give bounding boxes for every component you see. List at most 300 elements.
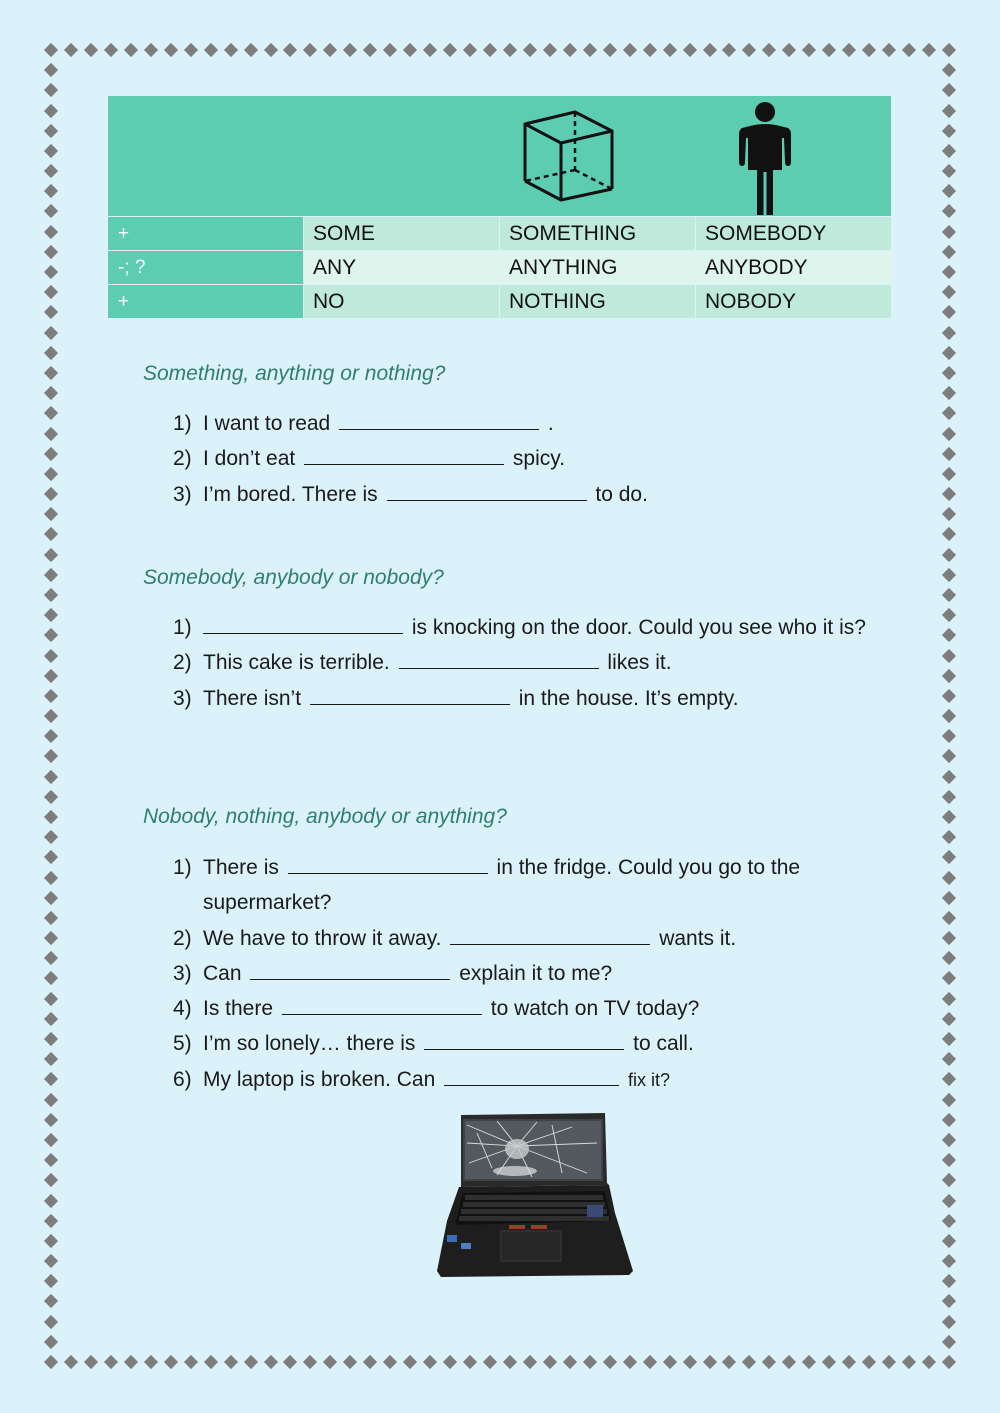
diamond-ornament (942, 850, 956, 864)
diamond-ornament (563, 1355, 577, 1369)
diamond-ornament (44, 689, 58, 703)
diamond-ornament (942, 689, 956, 703)
diamond-ornament (44, 527, 58, 541)
diamond-ornament (663, 43, 677, 57)
diamond-ornament (922, 1355, 936, 1369)
item-text-before: I don’t eat (203, 447, 296, 471)
diamond-ornament (902, 1355, 916, 1369)
diamond-ornament (702, 1355, 716, 1369)
diamond-ornament (942, 992, 956, 1006)
exercise-item (173, 610, 913, 645)
diamond-ornament (363, 43, 377, 57)
item-number: 4) (173, 997, 192, 1021)
diamond-ornament (44, 790, 58, 804)
diamond-ornament (243, 1355, 257, 1369)
exercise-item (173, 921, 873, 956)
diamond-ornament (44, 911, 58, 925)
diamond-ornament (942, 1173, 956, 1187)
diamond-ornament (782, 43, 796, 57)
diamond-ornament (942, 487, 956, 501)
diamond-ornament (283, 1355, 297, 1369)
item-text-after: to watch on TV today? (490, 997, 700, 1021)
diamond-ornament (44, 810, 58, 824)
diamond-ornament (363, 1355, 377, 1369)
diamond-ornament (224, 1355, 238, 1369)
diamond-ornament (523, 43, 537, 57)
diamond-ornament (403, 43, 417, 57)
word-cell: NOTHING (500, 285, 695, 318)
diamond-ornament (44, 366, 58, 380)
diamond-ornament (44, 568, 58, 582)
item-number: 1) (173, 412, 192, 435)
diamond-ornament (942, 729, 956, 743)
diamond-ornament (44, 588, 58, 602)
item-text-after: fix it? (627, 1069, 670, 1090)
diamond-ornament (383, 1355, 397, 1369)
diamond-ornament (44, 1355, 58, 1369)
diamond-ornament (323, 43, 337, 57)
diamond-ornament (44, 729, 58, 743)
diamond-ornament (44, 850, 58, 864)
item-number: 1) (173, 616, 192, 639)
diamond-ornament (583, 43, 597, 57)
diamond-ornament (44, 426, 58, 440)
diamond-ornament (942, 548, 956, 562)
diamond-ornament (323, 1355, 337, 1369)
sign-cell: -; ? (108, 251, 303, 284)
item-text-after: is knocking on the door. Could you see who it is? (411, 616, 866, 639)
item-text-before: I want to read (203, 412, 331, 435)
diamond-ornament (44, 1012, 58, 1026)
sign-cell: + (108, 217, 303, 250)
diamond-ornament (942, 1355, 956, 1369)
diamond-ornament (44, 305, 58, 319)
diamond-ornament (44, 63, 58, 77)
diamond-ornament (403, 1355, 417, 1369)
item-text-before: Can (203, 961, 242, 985)
diamond-ornament (942, 608, 956, 622)
diamond-ornament (942, 1294, 956, 1308)
diamond-ornament (942, 285, 956, 299)
diamond-ornament (44, 1173, 58, 1187)
diamond-ornament (44, 1335, 58, 1349)
diamond-ornament (343, 1355, 357, 1369)
diamond-ornament (463, 43, 477, 57)
diamond-ornament (383, 43, 397, 57)
diamond-ornament (423, 1355, 437, 1369)
diamond-ornament (164, 43, 178, 57)
diamond-ornament (942, 931, 956, 945)
item-number: 3) (173, 686, 192, 710)
exercise-item (173, 441, 913, 476)
diamond-ornament (822, 1355, 836, 1369)
diamond-ornament (942, 164, 956, 178)
diamond-ornament (44, 830, 58, 844)
diamond-ornament (44, 1234, 58, 1248)
diamond-ornament (44, 124, 58, 138)
section-title-2: Somebody, anybody or nobody? (143, 566, 444, 589)
diamond-ornament (942, 1012, 956, 1026)
diamond-ornament (942, 83, 956, 97)
answer-blank[interactable] (304, 446, 504, 465)
diamond-ornament (44, 770, 58, 784)
diamond-ornament (283, 43, 297, 57)
sign-cell: + (108, 285, 303, 318)
diamond-ornament (922, 43, 936, 57)
diamond-ornament (882, 43, 896, 57)
diamond-ornament (942, 406, 956, 420)
answer-blank[interactable] (282, 996, 482, 1015)
item-number: 5) (173, 1032, 192, 1056)
diamond-ornament (543, 1355, 557, 1369)
diamond-ornament (44, 709, 58, 723)
item-text-before: We have to throw it away. (203, 926, 442, 950)
section-title-3: Nobody, nothing, anybody or anything? (143, 805, 507, 828)
diamond-ornament (343, 43, 357, 57)
diamond-ornament (44, 225, 58, 239)
answer-blank[interactable] (424, 1031, 624, 1050)
diamond-ornament (44, 346, 58, 360)
diamond-ornament (44, 1093, 58, 1107)
exercise-list-2 (173, 610, 913, 716)
diamond-ornament (44, 487, 58, 501)
diamond-ornament (942, 103, 956, 117)
diamond-ornament (942, 1133, 956, 1147)
diamond-ornament (942, 870, 956, 884)
diamond-ornament (204, 43, 218, 57)
diamond-ornament (942, 911, 956, 925)
diamond-ornament (543, 43, 557, 57)
diamond-ornament (942, 1153, 956, 1167)
diamond-ornament (483, 1355, 497, 1369)
diamond-ornament (942, 568, 956, 582)
item-number: 1) (173, 856, 192, 879)
answer-blank[interactable] (444, 1067, 619, 1086)
diamond-ornament (503, 1355, 517, 1369)
diamond-ornament (184, 43, 198, 57)
answer-blank[interactable] (450, 926, 650, 945)
exercise-item (173, 406, 913, 441)
item-number: 2) (173, 447, 192, 471)
exercise-item (173, 1026, 873, 1061)
diamond-ornament (782, 1355, 796, 1369)
diamond-ornament (802, 1355, 816, 1369)
diamond-ornament (64, 43, 78, 57)
answer-blank[interactable] (399, 650, 599, 669)
diamond-ornament (243, 43, 257, 57)
diamond-ornament (942, 527, 956, 541)
section-title-1: Something, anything or nothing? (143, 362, 446, 385)
diamond-ornament (303, 43, 317, 57)
exercise-list-3 (173, 850, 873, 1098)
diamond-ornament (44, 931, 58, 945)
word-cell: ANYBODY (696, 251, 891, 284)
diamond-ornament (44, 891, 58, 905)
diamond-ornament (942, 1072, 956, 1086)
exercise-item (173, 850, 873, 921)
diamond-ornament (463, 1355, 477, 1369)
exercise-item (173, 991, 873, 1026)
diamond-ornament (942, 891, 956, 905)
diamond-ornament (942, 1234, 956, 1248)
diamond-ornament (762, 43, 776, 57)
diamond-ornament (144, 43, 158, 57)
diamond-ornament (942, 184, 956, 198)
diamond-ornament (802, 43, 816, 57)
diamond-ornament (523, 1355, 537, 1369)
diamond-ornament (942, 225, 956, 239)
diamond-ornament (942, 1214, 956, 1228)
diamond-ornament (583, 1355, 597, 1369)
diamond-ornament (44, 204, 58, 218)
diamond-ornament (44, 164, 58, 178)
diamond-ornament (44, 1032, 58, 1046)
diamond-ornament (84, 43, 98, 57)
item-text-before: My laptop is broken. Can (203, 1067, 436, 1091)
diamond-ornament (124, 1355, 138, 1369)
diamond-ornament (682, 43, 696, 57)
word-cell: ANY (304, 251, 499, 284)
diamond-ornament (563, 43, 577, 57)
diamond-ornament (942, 144, 956, 158)
word-cell: ANYTHING (500, 251, 695, 284)
diamond-ornament (44, 628, 58, 642)
item-text-after: in the fridge. Could you go to the supermarket? (203, 856, 801, 915)
diamond-ornament (942, 770, 956, 784)
diamond-ornament (263, 43, 277, 57)
diamond-ornament (942, 245, 956, 259)
diamond-ornament (603, 1355, 617, 1369)
diamond-ornament (742, 1355, 756, 1369)
diamond-ornament (44, 1294, 58, 1308)
cube-icon (520, 108, 616, 204)
diamond-ornament (44, 951, 58, 965)
item-text-before: There isn’t (203, 686, 302, 710)
word-cell: NOBODY (696, 285, 891, 318)
item-text-before: I’m so lonely… there is (203, 1032, 416, 1056)
diamond-ornament (623, 43, 637, 57)
item-text-after: in the house. It’s empty. (518, 686, 739, 710)
table-row-no (108, 285, 891, 318)
diamond-ornament (44, 83, 58, 97)
diamond-ornament (942, 1193, 956, 1207)
diamond-ornament (44, 648, 58, 662)
diamond-ornament (643, 43, 657, 57)
diamond-ornament (44, 1133, 58, 1147)
answer-blank[interactable] (288, 855, 488, 874)
diamond-ornament (682, 1355, 696, 1369)
diamond-ornament (104, 1355, 118, 1369)
diamond-ornament (942, 628, 956, 642)
word-cell: NO (304, 285, 499, 318)
diamond-ornament (842, 43, 856, 57)
table-row-some (108, 217, 891, 250)
diamond-ornament (44, 971, 58, 985)
diamond-ornament (942, 346, 956, 360)
diamond-ornament (44, 184, 58, 198)
word-cell: SOMEBODY (696, 217, 891, 250)
item-text-before: I’m bored. There is (203, 482, 378, 506)
diamond-ornament (44, 749, 58, 763)
diamond-ornament (44, 669, 58, 683)
diamond-ornament (742, 43, 756, 57)
diamond-ornament (902, 43, 916, 57)
word-cell: SOMETHING (500, 217, 695, 250)
answer-blank[interactable] (310, 686, 510, 705)
item-text-after: to do. (595, 482, 648, 506)
item-number: 2) (173, 926, 192, 950)
diamond-ornament (44, 1072, 58, 1086)
diamond-ornament (942, 1052, 956, 1066)
diamond-ornament (124, 43, 138, 57)
diamond-ornament (503, 43, 517, 57)
diamond-ornament (942, 467, 956, 481)
item-text-before: Is there (203, 997, 274, 1021)
diamond-ornament (722, 43, 736, 57)
diamond-ornament (722, 1355, 736, 1369)
diamond-ornament (942, 1254, 956, 1268)
diamond-ornament (942, 426, 956, 440)
diamond-ornament (443, 1355, 457, 1369)
broken-laptop-image (437, 1113, 633, 1278)
item-text-after: explain it to me? (459, 961, 613, 985)
diamond-ornament (44, 245, 58, 259)
diamond-ornament (663, 1355, 677, 1369)
diamond-ornament (942, 63, 956, 77)
diamond-ornament (44, 285, 58, 299)
exercise-item (173, 477, 913, 512)
diamond-ornament (44, 992, 58, 1006)
diamond-ornament (942, 1032, 956, 1046)
diamond-ornament (303, 1355, 317, 1369)
exercise-list-1 (173, 406, 913, 512)
item-text-before: This cake is terrible. (203, 651, 390, 675)
diamond-ornament (44, 1315, 58, 1329)
diamond-ornament (44, 43, 58, 57)
diamond-ornament (942, 305, 956, 319)
exercise-item (173, 645, 913, 680)
item-number: 6) (173, 1067, 192, 1091)
diamond-ornament (44, 1254, 58, 1268)
diamond-ornament (942, 669, 956, 683)
diamond-ornament (44, 406, 58, 420)
answer-blank[interactable] (339, 411, 539, 430)
diamond-ornament (702, 43, 716, 57)
diamond-ornament (44, 1113, 58, 1127)
diamond-ornament (942, 588, 956, 602)
diamond-ornament (942, 265, 956, 279)
diamond-ornament (942, 810, 956, 824)
item-text-before: There is (203, 856, 279, 879)
diamond-ornament (44, 447, 58, 461)
item-number: 3) (173, 961, 192, 985)
diamond-ornament (184, 1355, 198, 1369)
diamond-ornament (942, 43, 956, 57)
diamond-ornament (64, 1355, 78, 1369)
diamond-ornament (942, 386, 956, 400)
item-text-after: likes it. (607, 651, 672, 675)
diamond-ornament (44, 1052, 58, 1066)
diamond-ornament (942, 326, 956, 340)
diamond-ornament (942, 971, 956, 985)
diamond-ornament (942, 447, 956, 461)
word-cell: SOME (304, 217, 499, 250)
diamond-ornament (164, 1355, 178, 1369)
answer-blank[interactable] (387, 482, 587, 501)
diamond-ornament (483, 43, 497, 57)
grammar-table (108, 96, 891, 318)
item-number: 2) (173, 651, 192, 675)
diamond-ornament (224, 43, 238, 57)
diamond-ornament (204, 1355, 218, 1369)
diamond-ornament (144, 1355, 158, 1369)
answer-blank[interactable] (203, 615, 403, 634)
person-icon (736, 100, 794, 216)
item-text-after: to call. (633, 1032, 694, 1056)
diamond-ornament (942, 790, 956, 804)
diamond-ornament (643, 1355, 657, 1369)
diamond-ornament (762, 1355, 776, 1369)
diamond-ornament (423, 43, 437, 57)
exercise-item (173, 956, 873, 991)
diamond-ornament (443, 43, 457, 57)
diamond-ornament (44, 608, 58, 622)
diamond-ornament (822, 43, 836, 57)
diamond-ornament (862, 1355, 876, 1369)
diamond-ornament (942, 749, 956, 763)
table-header (108, 96, 891, 216)
diamond-ornament (104, 43, 118, 57)
diamond-ornament (44, 467, 58, 481)
diamond-ornament (942, 1274, 956, 1288)
diamond-ornament (44, 326, 58, 340)
diamond-ornament (44, 507, 58, 521)
diamond-ornament (44, 386, 58, 400)
diamond-ornament (44, 548, 58, 562)
exercise-item (173, 681, 913, 716)
diamond-ornament (44, 1214, 58, 1228)
diamond-ornament (44, 103, 58, 117)
table-row-any (108, 251, 891, 284)
diamond-ornament (44, 144, 58, 158)
diamond-ornament (44, 265, 58, 279)
diamond-ornament (942, 507, 956, 521)
diamond-ornament (942, 1315, 956, 1329)
diamond-ornament (942, 1093, 956, 1107)
item-text-after: spicy. (512, 447, 566, 471)
diamond-ornament (623, 1355, 637, 1369)
diamond-ornament (44, 870, 58, 884)
item-text-after: wants it. (659, 926, 737, 950)
diamond-ornament (942, 709, 956, 723)
diamond-ornament (882, 1355, 896, 1369)
diamond-ornament (44, 1274, 58, 1288)
diamond-ornament (44, 1153, 58, 1167)
diamond-ornament (862, 43, 876, 57)
diamond-ornament (942, 1113, 956, 1127)
diamond-ornament (44, 1193, 58, 1207)
diamond-ornament (842, 1355, 856, 1369)
diamond-ornament (942, 124, 956, 138)
diamond-ornament (603, 43, 617, 57)
item-number: 3) (173, 482, 192, 506)
diamond-ornament (942, 648, 956, 662)
diamond-ornament (942, 830, 956, 844)
answer-blank[interactable] (250, 961, 450, 980)
diamond-ornament (942, 204, 956, 218)
diamond-ornament (84, 1355, 98, 1369)
diamond-ornament (263, 1355, 277, 1369)
